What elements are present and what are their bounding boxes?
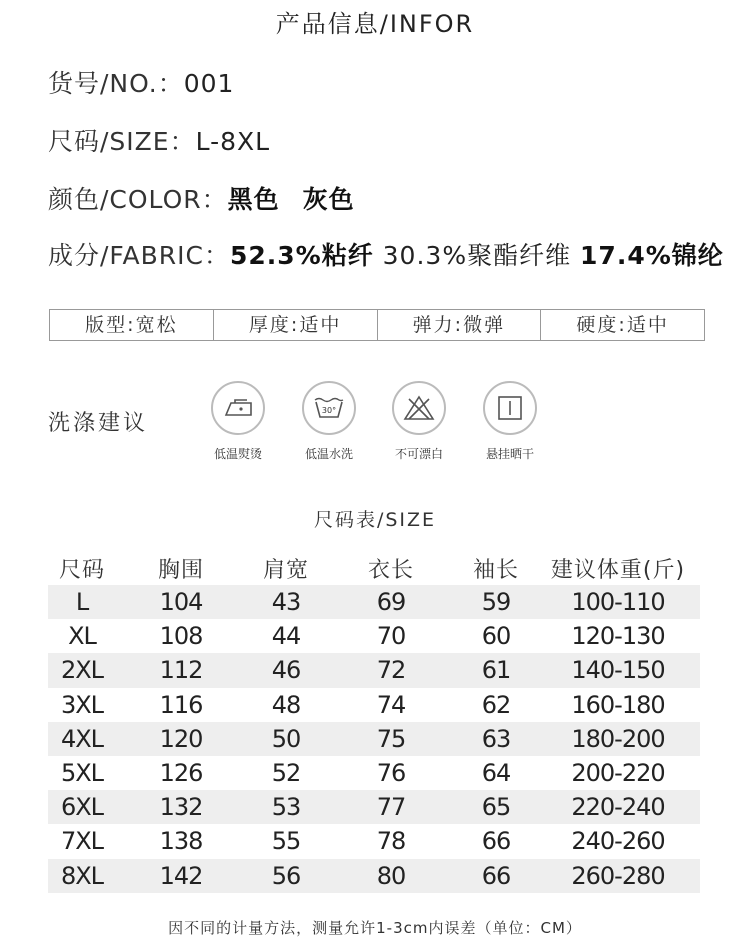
fabric-value-1: 52.3%粘纤 bbox=[229, 241, 374, 270]
page-title: 产品信息/INFOR bbox=[275, 10, 475, 38]
cell-shoulder: 43 bbox=[271, 588, 301, 617]
wash-30-icon bbox=[302, 381, 356, 435]
header-size: 尺码 bbox=[58, 557, 105, 583]
cell-weight: 260-280 bbox=[571, 861, 665, 890]
cell-shoulder: 50 bbox=[271, 724, 301, 753]
cell-size: 3XL bbox=[60, 690, 104, 719]
wash-item-dry bbox=[465, 381, 555, 462]
cell-length: 75 bbox=[376, 724, 406, 753]
attribute-hardness: 硬度:适中 bbox=[576, 314, 669, 336]
cell-length: 76 bbox=[376, 759, 406, 788]
cell-weight: 220-240 bbox=[571, 793, 665, 822]
header-sleeve: 袖长 bbox=[472, 557, 519, 583]
table-row bbox=[48, 756, 700, 790]
cell-sleeve: 66 bbox=[481, 827, 511, 856]
cell-chest: 120 bbox=[159, 724, 203, 753]
cell-length: 77 bbox=[376, 793, 406, 822]
table-row bbox=[48, 619, 700, 653]
wash-temp-text: 30° bbox=[321, 406, 337, 415]
table-row bbox=[48, 653, 700, 687]
table-row bbox=[48, 722, 700, 756]
header-weight: 建议体重(斤) bbox=[550, 557, 686, 583]
fabric-value-2: 30.3%聚酯纤维 bbox=[382, 241, 572, 270]
table-row bbox=[48, 824, 700, 858]
cell-chest: 108 bbox=[159, 622, 203, 651]
color-value-black: 黑色 bbox=[227, 185, 280, 214]
measurement-footnote: 因不同的计量方法，测量允许1-3cm内误差（单位：CM） bbox=[168, 919, 582, 937]
wash-label-iron: 低温熨烫 bbox=[213, 447, 262, 461]
attribute-thickness: 厚度:适中 bbox=[214, 310, 378, 340]
fabric-value-3: 17.4%锦纶 bbox=[580, 241, 724, 270]
cell-length: 72 bbox=[376, 656, 406, 685]
cell-chest: 132 bbox=[159, 793, 203, 822]
hang-dry-icon bbox=[483, 381, 537, 435]
cell-shoulder: 56 bbox=[271, 861, 301, 890]
cell-sleeve: 63 bbox=[481, 724, 511, 753]
cell-sleeve: 65 bbox=[481, 793, 511, 822]
size-chart-title: 尺码表/SIZE bbox=[313, 509, 437, 531]
header-length: 衣长 bbox=[367, 557, 414, 583]
wash-label-bleach: 不可漂白 bbox=[394, 447, 443, 461]
cell-length: 80 bbox=[376, 861, 406, 890]
cell-shoulder: 55 bbox=[271, 827, 301, 856]
fabric-row bbox=[48, 236, 724, 272]
cell-chest: 138 bbox=[159, 827, 203, 856]
cell-sleeve: 59 bbox=[481, 588, 511, 617]
cell-shoulder: 48 bbox=[271, 690, 301, 719]
cell-length: 69 bbox=[376, 588, 406, 617]
cell-size: 4XL bbox=[60, 724, 104, 753]
size-value: L-8XL bbox=[195, 127, 271, 156]
table-row bbox=[48, 688, 700, 722]
cell-sleeve: 64 bbox=[481, 759, 511, 788]
size-row bbox=[48, 122, 270, 158]
cell-sleeve: 60 bbox=[481, 622, 511, 651]
fabric-label: 成分/FABRIC： bbox=[48, 241, 230, 270]
size-label: 尺码/SIZE： bbox=[48, 127, 196, 156]
item-number-label: 货号/NO.： bbox=[48, 69, 184, 98]
cell-chest: 126 bbox=[159, 759, 203, 788]
cell-shoulder: 46 bbox=[271, 656, 301, 685]
cell-weight: 240-260 bbox=[571, 827, 665, 856]
cell-weight: 140-150 bbox=[571, 656, 665, 685]
wash-label-wash: 低温水洗 bbox=[304, 447, 353, 461]
table-row bbox=[48, 585, 700, 619]
cell-length: 74 bbox=[376, 690, 406, 719]
wash-section-label: 洗涤建议 bbox=[48, 411, 149, 436]
item-number-value: 001 bbox=[183, 69, 235, 98]
header-chest: 胸围 bbox=[157, 557, 204, 583]
cell-chest: 142 bbox=[159, 861, 203, 890]
cell-chest: 104 bbox=[159, 588, 203, 617]
cell-length: 70 bbox=[376, 622, 406, 651]
cell-shoulder: 44 bbox=[271, 622, 301, 651]
cell-size: 5XL bbox=[60, 759, 104, 788]
cell-chest: 116 bbox=[159, 690, 203, 719]
size-table-header bbox=[48, 551, 700, 585]
attribute-table bbox=[49, 309, 705, 341]
cell-sleeve: 66 bbox=[481, 861, 511, 890]
wash-label-dry: 悬挂晒干 bbox=[485, 447, 534, 461]
cell-size: XL bbox=[68, 622, 96, 651]
table-row bbox=[48, 790, 700, 824]
item-number-row bbox=[48, 64, 234, 100]
cell-sleeve: 62 bbox=[481, 690, 511, 719]
color-label: 颜色/COLOR： bbox=[48, 185, 228, 214]
color-value-gray: 灰色 bbox=[302, 185, 355, 214]
cell-size: 6XL bbox=[60, 793, 104, 822]
wash-item-wash bbox=[284, 381, 374, 462]
cell-weight: 160-180 bbox=[571, 690, 665, 719]
cell-weight: 120-130 bbox=[571, 622, 665, 651]
cell-chest: 112 bbox=[159, 656, 203, 685]
cell-size: 2XL bbox=[60, 656, 104, 685]
cell-size: L bbox=[75, 588, 89, 617]
table-row bbox=[48, 859, 700, 893]
cell-shoulder: 52 bbox=[271, 759, 301, 788]
size-table bbox=[48, 551, 700, 893]
cell-weight: 200-220 bbox=[571, 759, 665, 788]
wash-item-bleach bbox=[374, 381, 464, 462]
cell-length: 78 bbox=[376, 827, 406, 856]
cell-weight: 100-110 bbox=[571, 588, 665, 617]
iron-low-temp-icon bbox=[211, 381, 265, 435]
wash-item-iron bbox=[193, 381, 283, 462]
cell-size: 7XL bbox=[60, 827, 104, 856]
cell-size: 8XL bbox=[60, 861, 104, 890]
header-shoulder: 肩宽 bbox=[262, 557, 309, 583]
attribute-fit: 版型:宽松 bbox=[50, 310, 214, 340]
cell-shoulder: 53 bbox=[271, 793, 301, 822]
color-row bbox=[48, 180, 355, 216]
attribute-elasticity: 弹力:微弹 bbox=[378, 310, 542, 340]
cell-weight: 180-200 bbox=[571, 724, 665, 753]
cell-sleeve: 61 bbox=[481, 656, 511, 685]
no-bleach-icon bbox=[392, 381, 446, 435]
